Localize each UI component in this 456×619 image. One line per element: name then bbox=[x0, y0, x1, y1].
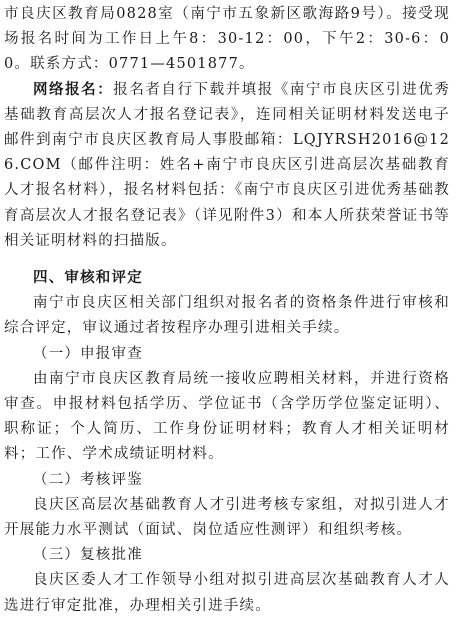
online-registration-label: 网络报名： bbox=[33, 81, 114, 98]
subsection-text-approval: 良庆区委人才工作领导小组对拟引进高层次基础教育人才人选进行审定批准，办理相关引进手续。 bbox=[4, 572, 450, 614]
subsection-title-approval: （三）复核批准 bbox=[33, 547, 143, 564]
section-spacer bbox=[4, 254, 450, 266]
online-registration-text: 报名者自行下载并填报《南宁市良庆区引进优秀基础教育高层次人才报名登记表》，连同相关证明材料发送电子邮件到南宁市良庆区教育局人事股邮箱：LQJYRSH2016@126.COM（邮件注明：姓名+南宁市良庆区引进高层次基础教育人才报名材料），报名材料包括：《南宁市良庆区引进优秀基础教育高层次人才报名登记表》（详见附件3）和本人所获荣誉证书等相关证明材料的扫描版。 bbox=[4, 81, 451, 249]
section-heading: 四、审核和评定 bbox=[33, 270, 143, 287]
subsection-title-assessment: （二）考核评鉴 bbox=[33, 471, 143, 488]
subsection-text-assessment: 良庆区高层次基础教育人才引进考核专家组，对拟引进人才开展能力水平测试（面试、岗位适应性测评）和组织考核。 bbox=[4, 496, 450, 539]
subsection-title-review: （一）申报审查 bbox=[33, 345, 143, 362]
contact-paragraph bbox=[4, 2, 450, 78]
subsection-text-review: 由南宁市良庆区教育局统一接收应聘相关材料，并进行资格审查。申报材料包括学历、学位证书（含学历学位鉴定证明）、职称证；个人简历、工作身份证明材料；教育人才相关证明材料；工作、学术成绩证明材料。 bbox=[4, 370, 450, 463]
online-registration-paragraph bbox=[4, 78, 450, 254]
section-intro: 南宁市良庆区相关部门组织对报名者的资格条件进行审核和综合评定，审议通过者按程序办理引进相关手续。 bbox=[4, 295, 450, 337]
contact-text: 市良庆区教育局0828室（南宁市五象新区歌海路9号）。接受现场报名时间为工作日上午8：30-12：00，下午2：30-6：00。联系方式：0771—4501877。 bbox=[4, 6, 450, 73]
